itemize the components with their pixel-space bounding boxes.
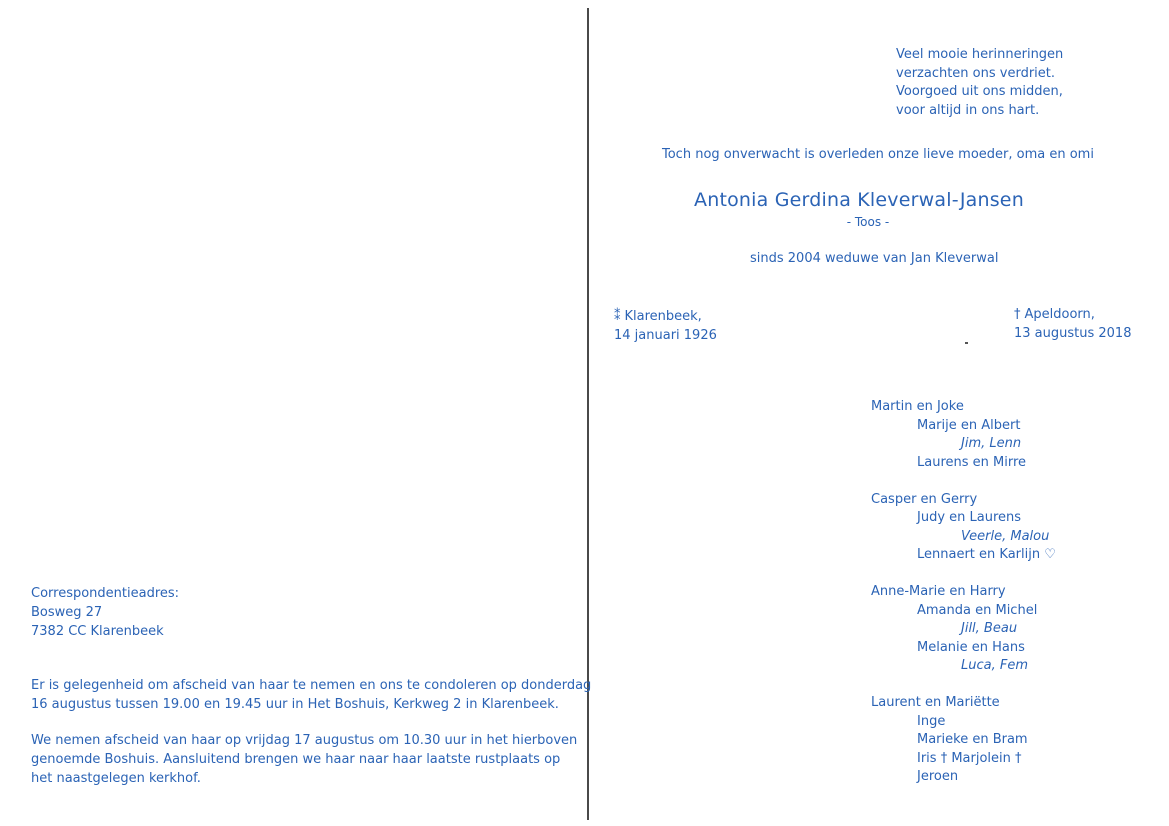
family-grandchild-line: Amanda en Michel bbox=[917, 602, 1038, 618]
family-grandchild-line: Inge bbox=[917, 713, 946, 729]
family-grandchild-line: Marieke en Bram bbox=[917, 732, 1028, 747]
family-greatgrandchild-line: Jill, Beau bbox=[961, 621, 1018, 636]
family-greatgrandchild-line: Luca, Fem bbox=[961, 658, 1028, 673]
widow-line: sinds 2004 weduwe van Jan Kleverwal bbox=[750, 251, 999, 266]
birth-info bbox=[614, 307, 717, 345]
family-greatgrandchild-line: Jim, Lenn bbox=[961, 436, 1022, 451]
death-date: 13 augustus 2018 bbox=[1014, 326, 1132, 341]
correspondence-postal: 7382 CC Klarenbeek bbox=[31, 624, 164, 639]
death-info bbox=[1014, 305, 1131, 343]
birth-place: Klarenbeek, bbox=[624, 309, 702, 324]
memorial-poem bbox=[896, 46, 1063, 120]
condolence-paragraph bbox=[31, 676, 591, 714]
family-grandchild-line: Marije en Albert bbox=[917, 417, 1021, 433]
paragraph-line: genoemde Boshuis. Aansluitend brengen we haar naar haar laatste rustplaats op bbox=[31, 752, 561, 767]
speck bbox=[965, 342, 968, 344]
family-group-gap bbox=[871, 565, 1056, 584]
family-list bbox=[871, 398, 1056, 787]
poem-line: Veel mooie herinneringen bbox=[896, 47, 1064, 62]
family-child-line: Martin en Joke bbox=[871, 399, 964, 414]
deceased-nickname: - Toos - bbox=[846, 215, 890, 229]
family-group-gap bbox=[871, 676, 1056, 695]
paragraph-line: het naastgelegen kerkhof. bbox=[31, 771, 201, 786]
family-child-line: Anne-Marie en Harry bbox=[871, 584, 1006, 599]
family-greatgrandchild-line: Veerle, Malou bbox=[961, 528, 1050, 544]
cross-icon: † bbox=[1014, 307, 1021, 322]
family-grandchild-line: Iris † Marjolein † bbox=[917, 750, 1022, 766]
family-child-line: Casper en Gerry bbox=[871, 491, 978, 507]
paragraph-line: We nemen afscheid van haar op vrijdag 17 augustus om 10.30 uur in het hierboven bbox=[31, 733, 578, 748]
paragraph-line: 16 augustus tussen 19.00 en 19.45 uur in Het Boshuis, Kerkweg 2 in Klarenbeek. bbox=[31, 697, 559, 712]
paragraph-line: Er is gelegenheid om afscheid van haar te nemen en ons te condoleren op donderdag bbox=[31, 678, 592, 693]
birth-date: 14 januari 1926 bbox=[614, 328, 717, 343]
announcement-intro: Toch nog onverwacht is overleden onze lieve moeder, oma en omi bbox=[662, 147, 1094, 162]
poem-line: Voorgoed uit ons midden, bbox=[896, 84, 1063, 99]
poem-line: voor altijd in ons hart. bbox=[896, 102, 1040, 118]
family-grandchild-line: Melanie en Hans bbox=[917, 639, 1025, 655]
death-place: Apeldoorn, bbox=[1024, 307, 1095, 322]
family-grandchild-line: Laurens en Mirre bbox=[917, 454, 1027, 470]
funeral-paragraph bbox=[31, 731, 577, 788]
birth-symbol-icon: ⁑ bbox=[614, 309, 621, 324]
family-grandchild-line: Judy en Laurens bbox=[917, 510, 1022, 525]
family-grandchild-line: Jeroen bbox=[917, 769, 959, 784]
family-grandchild-line: Lennaert en Karlijn ♡ bbox=[917, 547, 1056, 562]
deceased-name: Antonia Gerdina Kleverwal-Jansen bbox=[694, 189, 1024, 211]
correspondence-street: Bosweg 27 bbox=[31, 605, 103, 620]
family-group-gap bbox=[871, 472, 1056, 491]
correspondence-address bbox=[31, 584, 179, 641]
family-child-line: Laurent en Mariëtte bbox=[871, 695, 1000, 710]
poem-line: verzachten ons verdriet. bbox=[896, 65, 1056, 81]
correspondence-label: Correspondentieadres: bbox=[31, 586, 180, 601]
